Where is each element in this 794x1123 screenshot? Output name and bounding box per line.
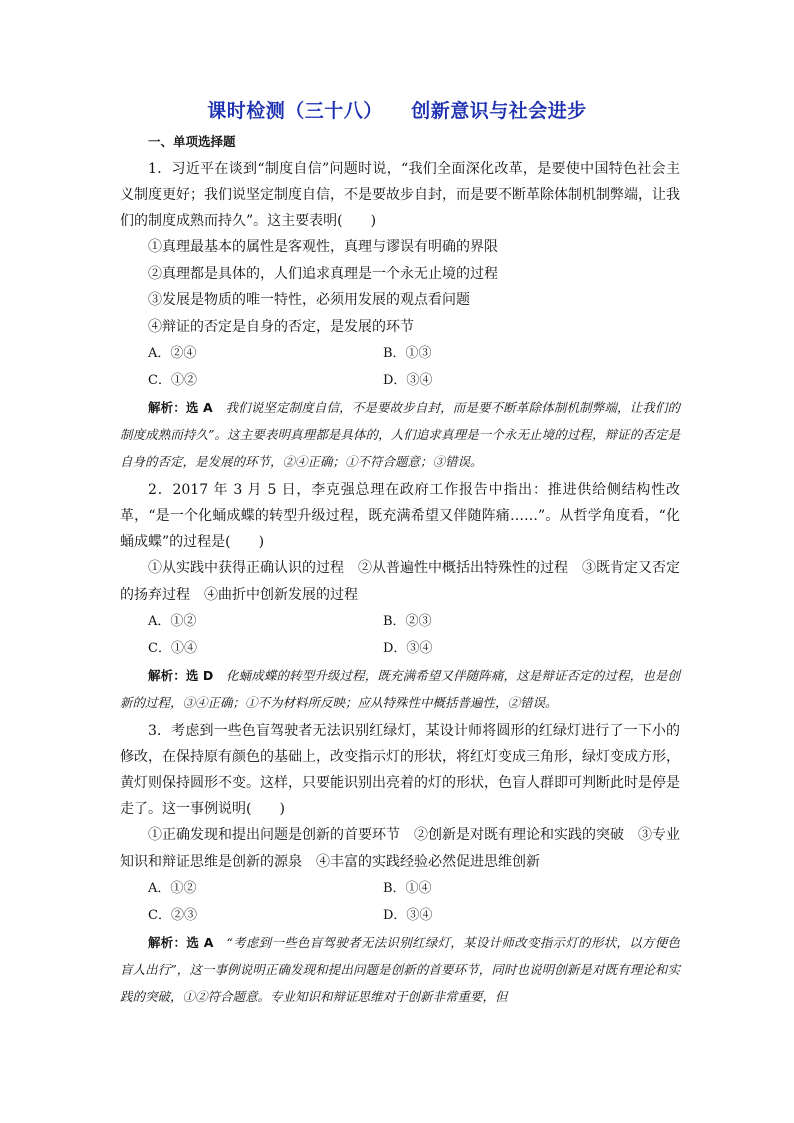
page-title: 课时检测（三十八） 创新意识与社会进步	[207, 100, 587, 122]
question-content	[120, 132, 680, 1012]
analysis-label: 解析：选 D	[148, 668, 214, 683]
statement-item: ③发展是物质的唯一特性，必须用发展的观点看问题	[148, 292, 470, 308]
question-2	[120, 477, 680, 716]
statement-item: ④辩证的否定是自身的否定，是发展的环节	[148, 318, 414, 335]
choice-d: D．③④	[383, 908, 433, 923]
statement-item: ①真理最基本的属性是客观性，真理与谬误有明确的界限	[148, 239, 498, 255]
question-1	[120, 156, 680, 475]
answer-choices	[148, 608, 680, 662]
question-stem: 3．考虑到一些色盲驾驶者无法识别红绿灯，某设计师将圆形的红绿灯进行了一下小的修改，在保持原有颜色的基础上，改变指示灯的形状，将红灯变成三角形，绿灯变成方形，黄灯则保持圆形不变。这样，只要能识别出亮着的灯的形状，色盲人群即可判断此时是停是走了。这一事例说明( )	[120, 723, 680, 817]
choice-c: C．①④	[148, 641, 197, 656]
question-stem: 2．2017 年 3 月 5 日，李克强总理在政府工作报告中指出：推进供给侧结构性改革，“是一个化蛹成蝶的转型升级过程，既充满希望又伴随阵痛……”。从哲学角度看，“化蛹成蝶”的过程是( )	[120, 482, 680, 550]
analysis-text: “考虑到一些色盲驾驶者无法识别红绿灯，某设计师改变指示灯的形状，以方便色盲人出行”，这一事例说明正确发现和提出问题是创新的首要环节，同时也说明创新是对既有理论和实践的突破，①②符合题意。专业知识和辩证思维对于创新非常重要，但	[120, 935, 680, 1004]
choice-a: A．②④	[148, 346, 197, 361]
statement-items: ①从实践中获得正确认识的过程 ②从普遍性中概括出特殊性的过程 ③既肯定又否定的扬弃过程 ④曲折中创新发展的过程	[120, 560, 680, 603]
section-heading: 一、单项选择题	[148, 134, 236, 149]
answer-analysis	[120, 394, 680, 475]
answer-analysis	[120, 662, 680, 716]
statement-item: ②真理都是具体的，人们追求真理是一个永无止境的过程	[148, 265, 498, 282]
choice-c: C．①②	[148, 373, 197, 388]
answer-choices	[148, 340, 680, 394]
answer-choices	[148, 875, 680, 929]
analysis-label: 解析：选 A	[148, 400, 213, 415]
choice-d: D．③④	[383, 641, 433, 656]
question-stem: 1．习近平在谈到“制度自信”问题时说，“我们全面深化改革，是要使中国特色社会主义制度更好；我们说坚定制度自信，不是要故步自封，而是要不断革除体制机制弊端，让我们的制度成熟而持久”。这主要表明( )	[120, 161, 680, 229]
analysis-label: 解析：选 A	[148, 935, 214, 950]
choice-b: B．②③	[383, 614, 432, 629]
choice-a: A．①②	[148, 614, 197, 629]
statement-items: ①正确发现和提出问题是创新的首要环节 ②创新是对既有理论和实践的突破 ③专业知识和辩证思维是创新的源泉 ④丰富的实践经验必然促进思维创新	[120, 827, 680, 870]
choice-b: B．①④	[383, 881, 432, 896]
choice-c: C．②③	[148, 908, 197, 923]
choice-d: D．③④	[383, 373, 433, 388]
choice-b: B．①③	[383, 346, 432, 361]
analysis-text: 我们说坚定制度自信，不是要故步自封，而是要不断革除体制机制弊端，让我们的制度成熟而持久”。这主要表明真理都是具体的，人们追求真理是一个永无止境的过程，辩证的否定是自身的否定，是发展的环节，②④正确；①不符合题意；③错误。	[120, 400, 680, 469]
question-3	[120, 718, 680, 1010]
choice-a: A．①②	[148, 881, 197, 896]
analysis-text: 化蛹成蝶的转型升级过程，既充满希望又伴随阵痛，这是辩证否定的过程，也是创新的过程，③④正确；①不为材料所反映；应从特殊性中概括普遍性，②错误。	[120, 668, 680, 710]
answer-analysis	[120, 929, 680, 1010]
